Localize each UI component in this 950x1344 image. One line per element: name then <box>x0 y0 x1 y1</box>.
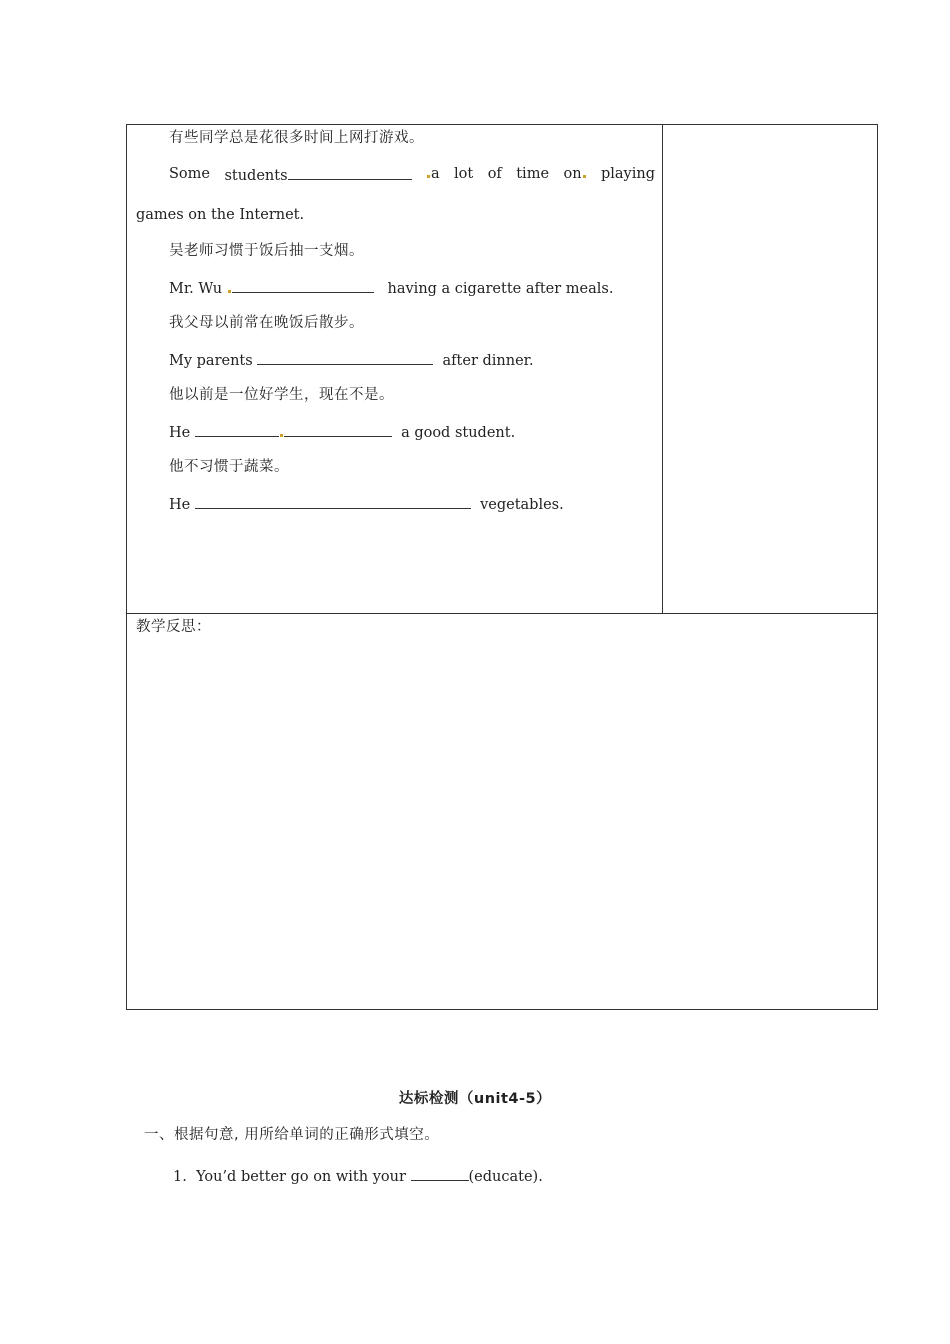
question-hint: (educate). <box>468 1169 543 1185</box>
section-title: 达标检测（unit4-5） <box>398 1091 552 1107</box>
marker-icon <box>228 290 231 293</box>
question-number: 1. <box>173 1169 187 1185</box>
answer-blank[interactable] <box>411 1166 469 1181</box>
answer-blank[interactable] <box>284 422 392 437</box>
sentence-1-cn: 有些同学总是花很多时间上网打游戏。 <box>169 130 424 146</box>
word: of <box>487 166 502 182</box>
exercise-cell <box>127 125 663 613</box>
answer-blank[interactable] <box>288 165 412 180</box>
sentence-2-cn: 吴老师习惯于饭后抽一支烟。 <box>169 243 364 259</box>
marker-icon <box>280 434 283 437</box>
sentence-1-en-cont: games on the Internet. <box>136 207 305 223</box>
word: a <box>430 166 440 182</box>
reflection-label: 教学反思： <box>136 619 211 635</box>
word: Some <box>169 166 210 182</box>
question-1 <box>173 1166 543 1186</box>
sentence-4-en <box>169 422 515 442</box>
sentence-suffix: a good student. <box>401 425 516 441</box>
word: lot <box>454 166 474 182</box>
sentence-2-en <box>169 278 613 298</box>
word: on <box>563 166 582 182</box>
answer-blank[interactable] <box>232 278 374 293</box>
sentence-3-en <box>169 350 534 370</box>
sentence-suffix: after dinner. <box>442 353 534 369</box>
word: time <box>516 166 550 182</box>
sentence-prefix: He <box>169 497 191 513</box>
sentence-prefix: He <box>169 425 191 441</box>
sentence-5-en <box>169 494 564 514</box>
word: students <box>224 168 288 184</box>
sentence-prefix: Mr. Wu <box>169 281 223 297</box>
sentence-5-cn: 他不习惯于蔬菜。 <box>169 459 289 475</box>
sentence-1-en <box>169 165 655 185</box>
answer-blank[interactable] <box>195 494 471 509</box>
sentence-4-cn: 他以前是一位好学生，现在不是。 <box>169 387 394 403</box>
marker-icon <box>427 175 430 178</box>
notes-cell <box>663 125 877 613</box>
answer-blank[interactable] <box>257 350 433 365</box>
section-instruction: 一、根据句意, 用所给单词的正确形式填空。 <box>144 1127 440 1143</box>
lesson-table <box>126 124 878 1010</box>
sentence-suffix: vegetables. <box>480 497 564 513</box>
sentence-suffix: having a cigarette after meals. <box>387 281 614 297</box>
sentence-prefix: My parents <box>169 353 253 369</box>
answer-blank[interactable] <box>195 422 279 437</box>
reflection-cell <box>127 614 877 1009</box>
sentence-3-cn: 我父母以前常在晚饭后散步。 <box>169 315 364 331</box>
marker-icon <box>583 175 586 178</box>
question-text: You’d better go on with your <box>196 1169 406 1185</box>
word: playing <box>600 166 655 182</box>
